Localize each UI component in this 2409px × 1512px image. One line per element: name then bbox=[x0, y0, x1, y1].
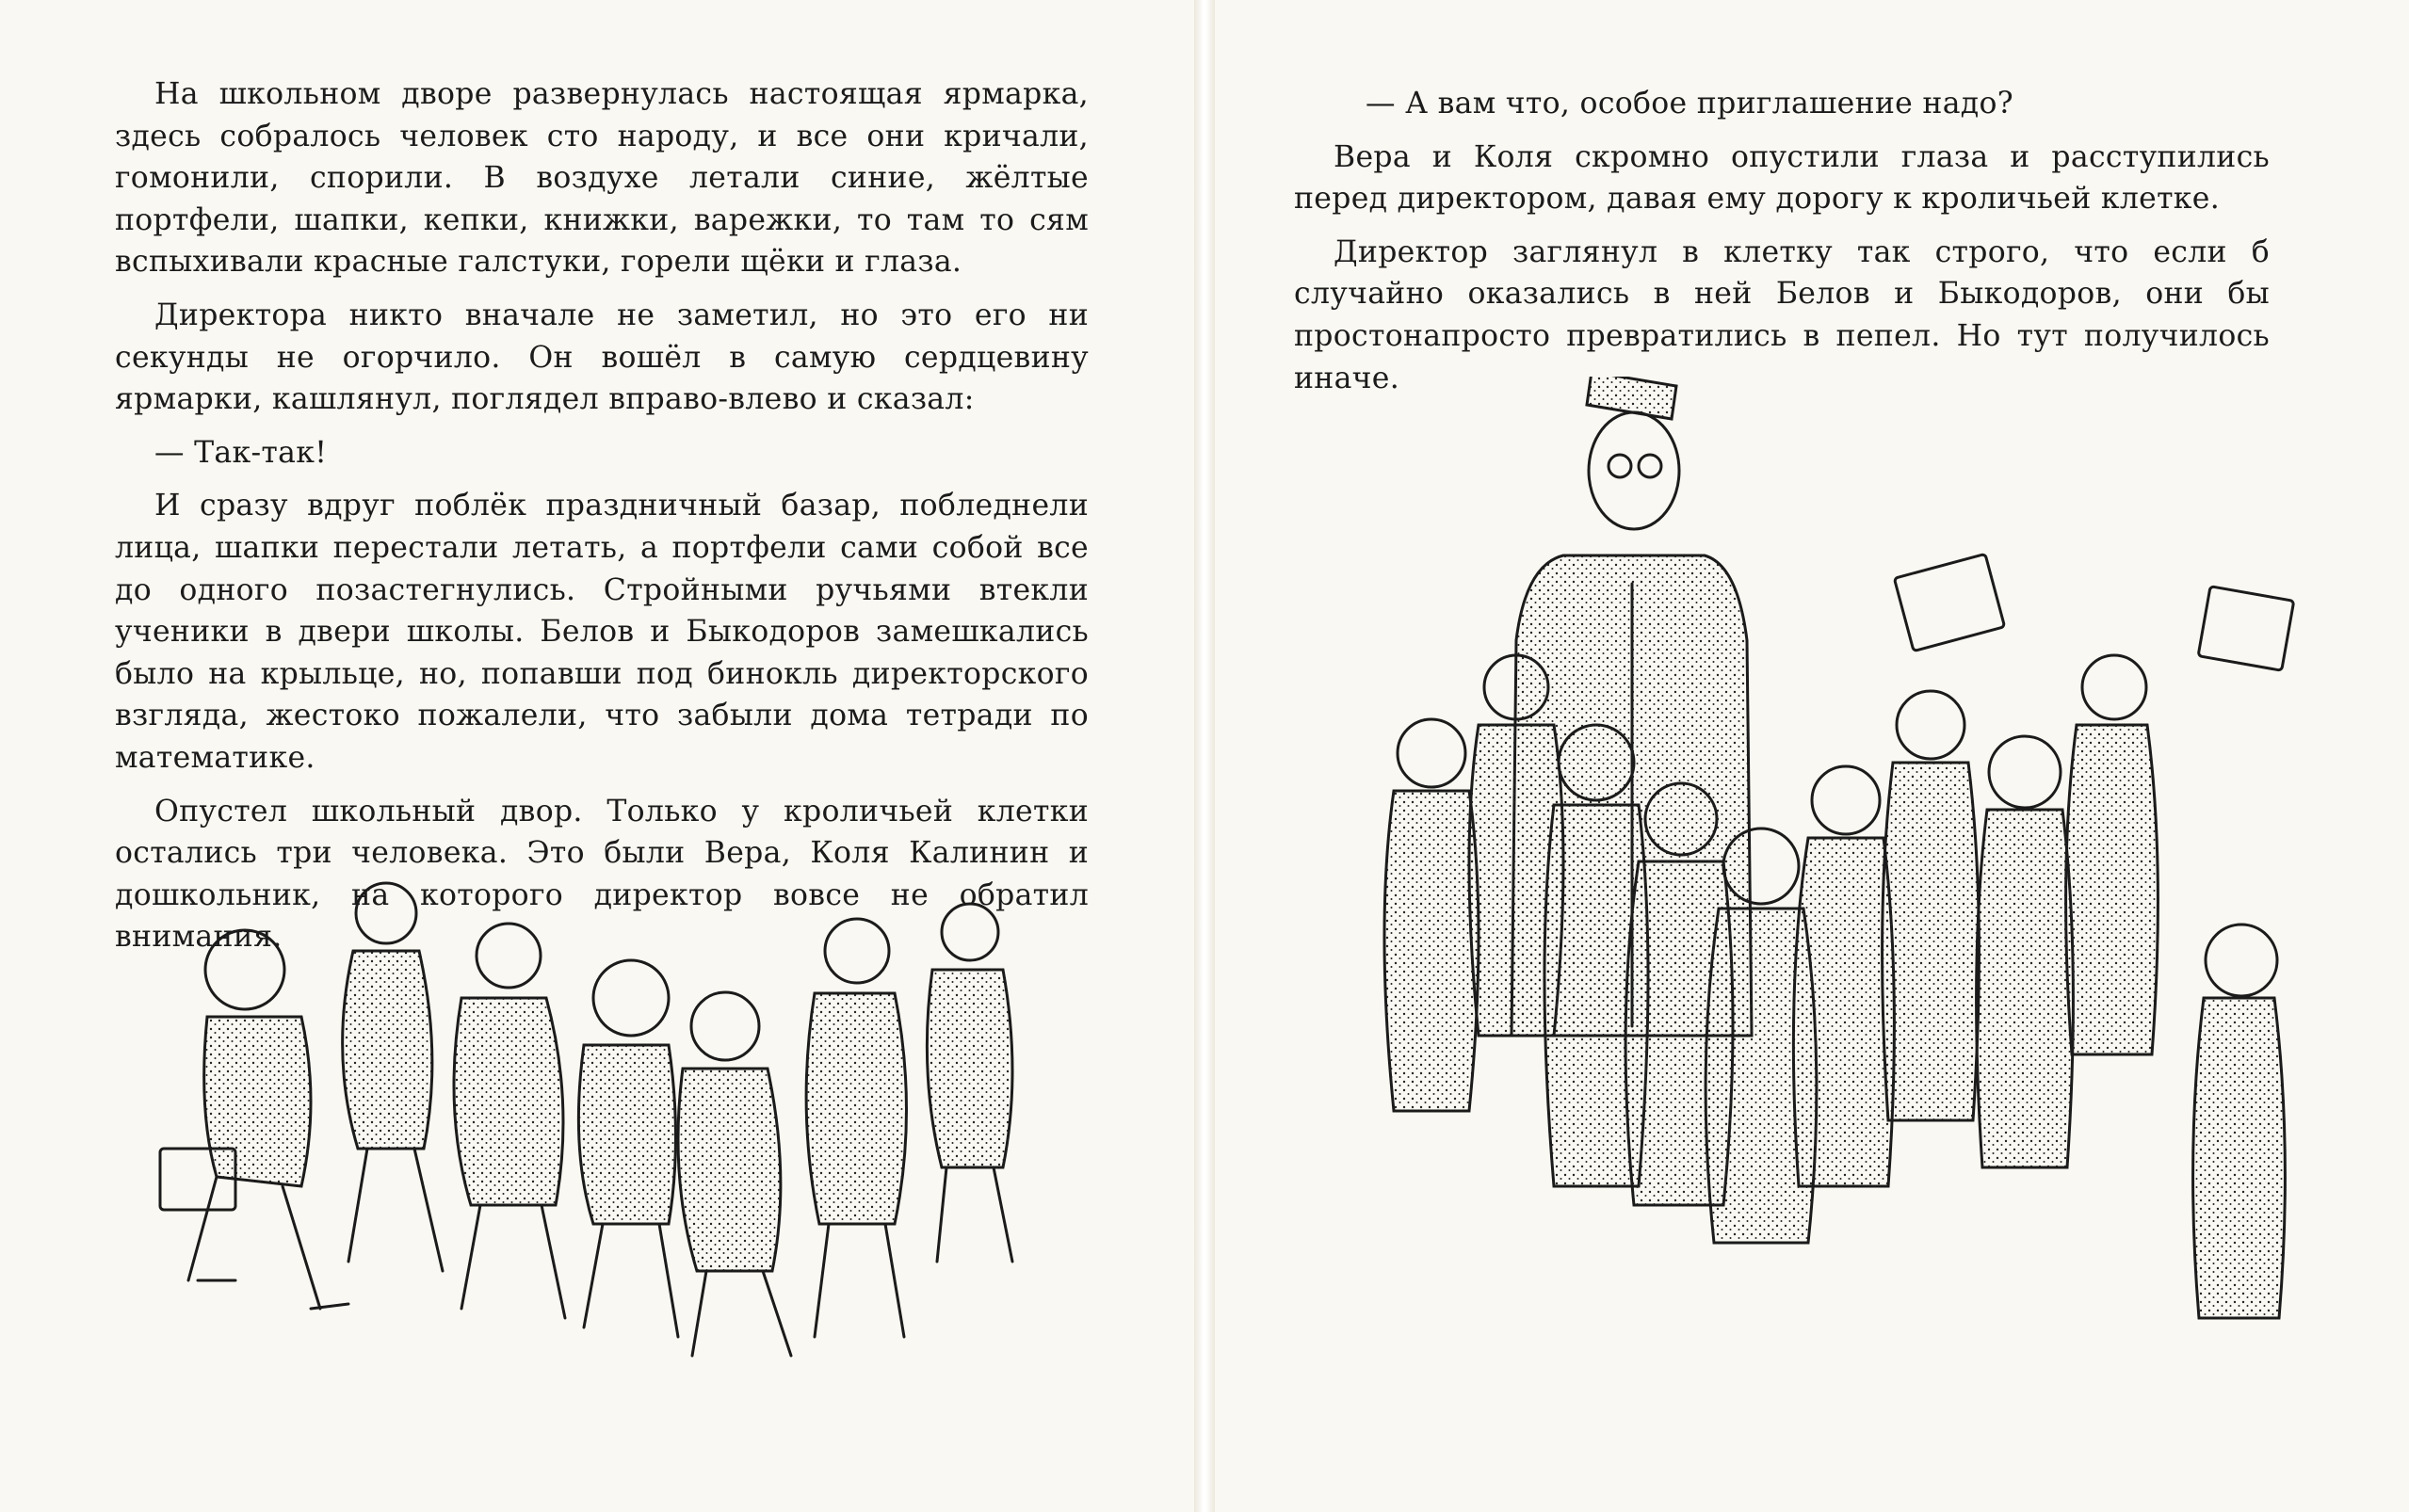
paragraph: На школьном дворе развернулась настоящая ярмарка, здесь собралось человек сто народу, и все они кричали, гомонили, спорили. В воздухе летали синие, жёлтые портфели, шапки, кепки, книжки, варежки, то там то сям вспыхивали красные галстуки, горели щёки и глаза. bbox=[115, 77, 1089, 280]
children-crowd bbox=[1384, 655, 2285, 1318]
left-page-text bbox=[115, 73, 1089, 970]
paragraph: — Так-так! bbox=[154, 435, 328, 470]
paragraph: И сразу вдруг поблёк праздничный базар, побледнели лица, шапки перестали летать, а портфели сами собой все до одного позастегнулись. Стройными ручьями втекли ученики в двери школы. Белов и Быкодоров замешкались было на крыльце, но, попавши под бинокль директорского взгляда, жестоко пожалели, что забыли дома тетради по математике. bbox=[115, 489, 1089, 775]
paragraph: Вера и Коля скромно опустили глаза и расступились перед директором, давая ему дорогу к кроличьей клетке. bbox=[1294, 139, 2270, 217]
paragraph: — А вам что, особое приглашение надо? bbox=[1366, 87, 2013, 121]
child-figure bbox=[678, 992, 791, 1356]
paragraph: Директора никто вначале не заметил, но это его ни секунды не огорчило. Он вошёл в самую сердцевину ярмарки, кашлянул, поглядел вправо-влево и сказал: bbox=[115, 298, 1089, 417]
child-figure bbox=[927, 904, 1012, 1262]
child-figure bbox=[343, 883, 443, 1271]
paragraph: Директор заглянул в клетку так строго, что если б случайно оказались в ней Белов и Быкодоров, они бы простонапросто превратились в пепел. Но тут получилось иначе. bbox=[1294, 234, 2270, 395]
left-page bbox=[0, 0, 1194, 1512]
child-figure bbox=[160, 930, 348, 1309]
illustration-director-and-children bbox=[1309, 377, 2317, 1422]
briefcase bbox=[1894, 554, 2293, 670]
book-gutter bbox=[1194, 0, 1215, 1512]
paragraph: Опустел школьный двор. Только у кроличьей клетки остались три человека. Это были Вера, Коля Калинин и дошкольник, на которого директор вовсе не обратил внимания. bbox=[115, 794, 1089, 955]
right-page-text bbox=[1294, 83, 2270, 410]
illustration-children-running bbox=[141, 866, 1083, 1375]
child-figure bbox=[454, 924, 565, 1318]
child-figure bbox=[578, 960, 678, 1337]
right-page bbox=[1215, 0, 2409, 1512]
child-figure bbox=[806, 919, 906, 1337]
